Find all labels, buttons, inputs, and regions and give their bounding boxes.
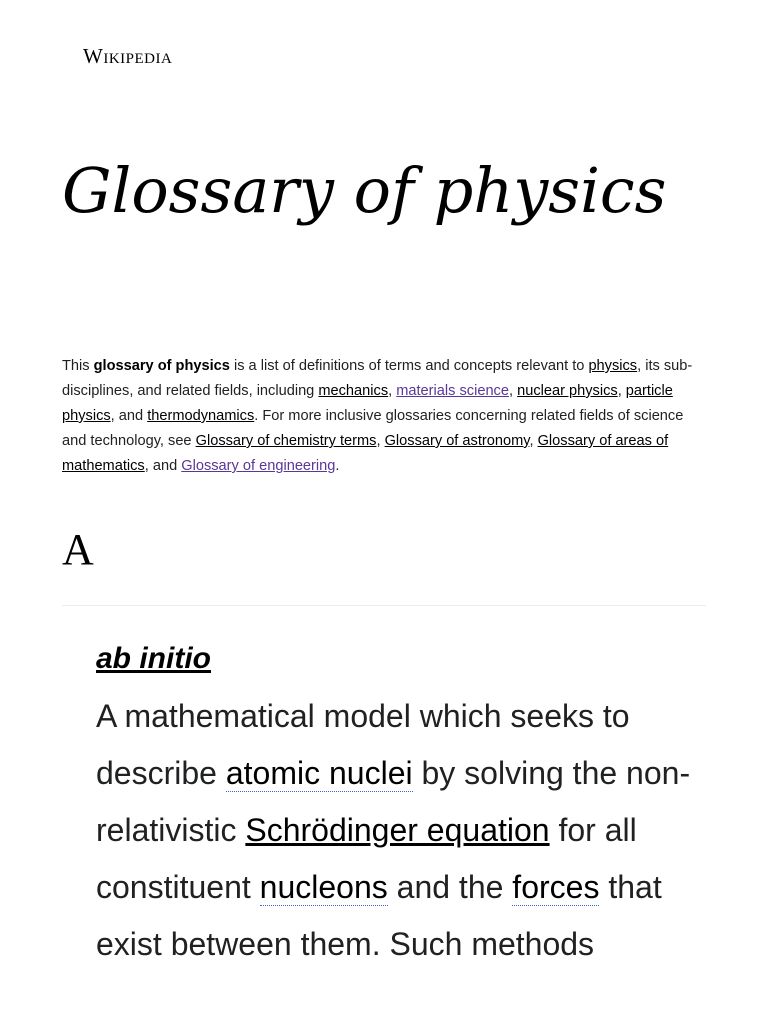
definition-text: by solving the non-relativistic [96,755,691,848]
link-mechanics[interactable]: mechanics [318,383,389,399]
definition-text: and the [387,869,513,905]
intro-paragraph [62,354,710,479]
intro-separator: , [388,383,397,399]
intro-separator: , [617,383,626,399]
section-divider [62,605,706,606]
page-title: Glossary of physics [62,154,667,227]
wikipedia-wordmark[interactable]: Wikipedia [83,44,173,68]
link-schrodinger-equation[interactable]: Schrödinger equation [245,812,550,848]
intro-separator: , [376,433,385,449]
link-atomic-nuclei[interactable]: atomic nuclei [225,755,413,791]
link-glossary-chemistry[interactable]: Glossary of chemistry terms [195,433,377,449]
glossary-definition [96,688,720,973]
intro-separator: , [508,383,518,399]
link-thermodynamics[interactable]: thermodynamics [147,408,255,424]
definition-text: for all constituent [96,812,637,905]
link-materials-science[interactable]: materials science [396,383,509,399]
intro-text: This [62,358,94,374]
link-forces[interactable]: forces [512,869,600,905]
section-heading-a: A [62,525,94,574]
link-nuclear-physics[interactable]: nuclear physics [517,383,618,399]
intro-separator: , [529,433,538,449]
intro-text: . [335,458,340,474]
link-particle-physics[interactable]: particle physics [62,383,673,424]
intro-text: . For more inclusive glossaries concerning related fields of science and technology, see [62,408,684,449]
intro-text: is a list of definitions of terms and concepts relevant to [229,358,589,374]
link-nucleons[interactable]: nucleons [259,869,388,905]
intro-text: , its sub-disciplines, and related fields, including [62,358,693,399]
glossary-term [96,636,211,682]
term-link-ab-initio[interactable]: ab initio [96,642,211,675]
intro-text: , and [110,408,148,424]
link-glossary-astronomy[interactable]: Glossary of astronomy [384,433,530,449]
intro-text: , and [144,458,182,474]
link-physics[interactable]: physics [588,358,638,374]
link-glossary-mathematics[interactable]: Glossary of areas of mathematics [62,433,669,474]
definition-text: that exist between them. Such methods [96,869,662,962]
link-glossary-engineering[interactable]: Glossary of engineering [181,458,336,474]
definition-text: A mathematical model which seeks to describe [96,698,630,791]
intro-bold-term: glossary of physics [93,358,230,374]
